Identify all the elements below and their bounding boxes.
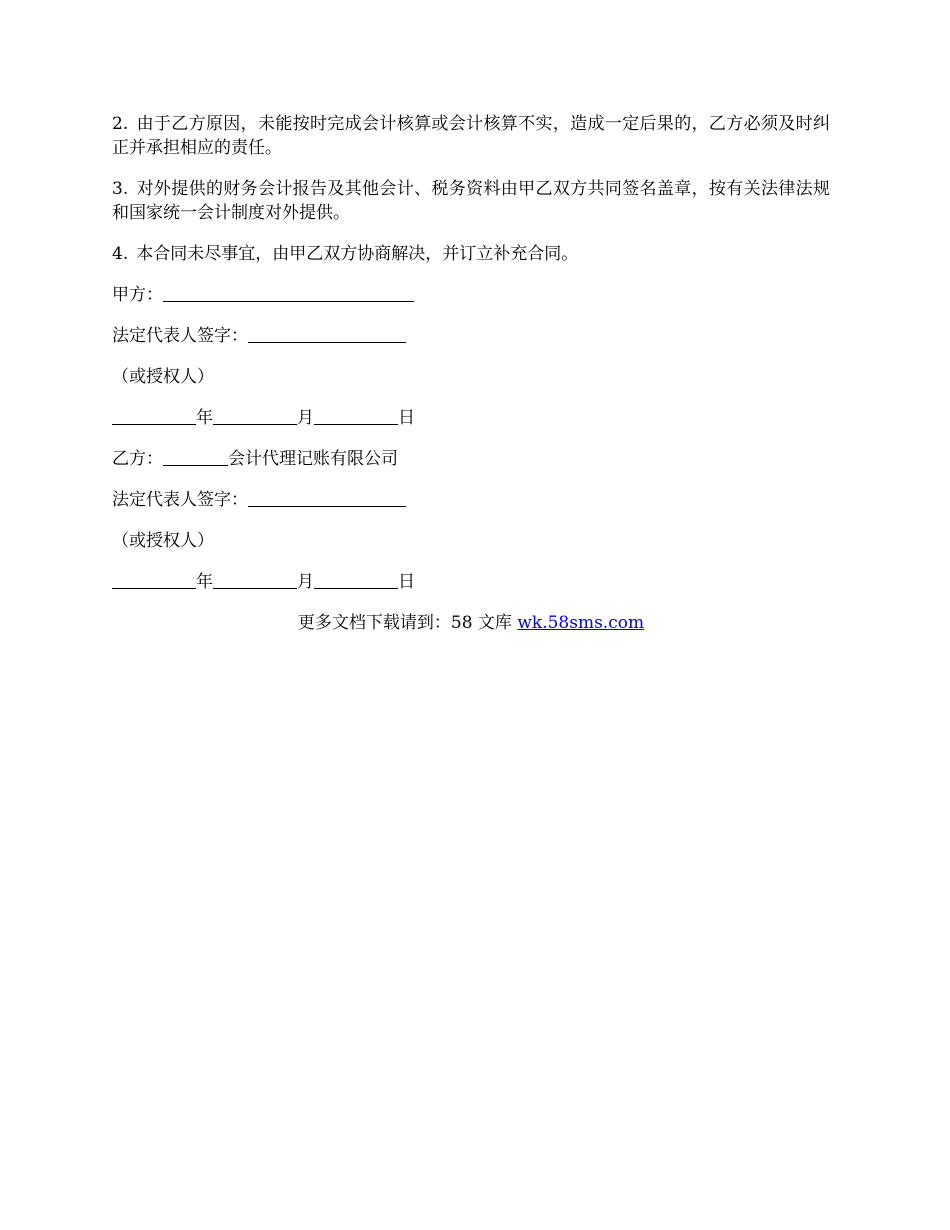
party-a-authorized: （或授权人） [112,367,214,387]
party-b-company-suffix: 会计代理记账有限公司 [228,449,398,469]
footer [112,611,830,635]
footer-link[interactable]: wk.58sms.com [517,613,645,633]
party-a-label: 甲方： [112,285,163,305]
party-b-label: 乙方： [112,449,163,469]
party-a-line [112,283,830,307]
party-a-date-line [112,406,830,430]
party-b-name-blank[interactable] [163,448,228,466]
clause-separator: . [122,244,129,264]
clause-text: 由于乙方原因，未能按时完成会计核算或会计核算不实，造成一定后果的，乙方必须及时纠正并承担相应的责任。 [112,114,830,158]
party-a-blank[interactable] [163,284,414,302]
party-a-month-blank[interactable] [213,407,297,425]
year-label: 年 [196,408,213,428]
party-b-month-blank[interactable] [213,571,297,589]
party-b-day-blank[interactable] [314,571,398,589]
month-label: 月 [297,408,314,428]
party-a-day-blank[interactable] [314,407,398,425]
clause-2 [112,112,830,160]
clause-text: 对外提供的财务会计报告及其他会计、税务资料由甲乙双方共同签名盖章，按有关法律法规和国家统一会计制度对外提供。 [112,179,830,223]
clause-separator: . [122,179,129,199]
party-b-year-blank[interactable] [112,571,196,589]
party-b-rep-blank[interactable] [248,489,406,507]
clause-4 [112,242,830,266]
month-label: 月 [297,572,314,592]
day-label: 日 [398,408,415,428]
party-a-year-blank[interactable] [112,407,196,425]
clause-separator: . [122,114,129,134]
document-page [112,112,830,635]
party-b-date-line [112,570,830,594]
party-b-authorized: （或授权人） [112,531,214,551]
year-label: 年 [196,572,213,592]
clause-3 [112,177,830,225]
day-label: 日 [398,572,415,592]
clause-number: 4 [112,244,123,264]
clause-number: 3 [112,179,123,199]
party-a-rep-line [112,324,830,348]
party-b-line [112,447,830,471]
clause-number: 2 [112,114,123,134]
party-b-rep-line [112,488,830,512]
clause-text: 本合同未尽事宜，由甲乙双方协商解决，并订立补充合同。 [136,244,579,264]
party-b-rep-label: 法定代表人签字： [112,490,248,510]
party-a-rep-label: 法定代表人签字： [112,326,248,346]
footer-text: 更多文档下载请到：58 文库 [297,613,518,633]
party-a-rep-blank[interactable] [248,325,406,343]
